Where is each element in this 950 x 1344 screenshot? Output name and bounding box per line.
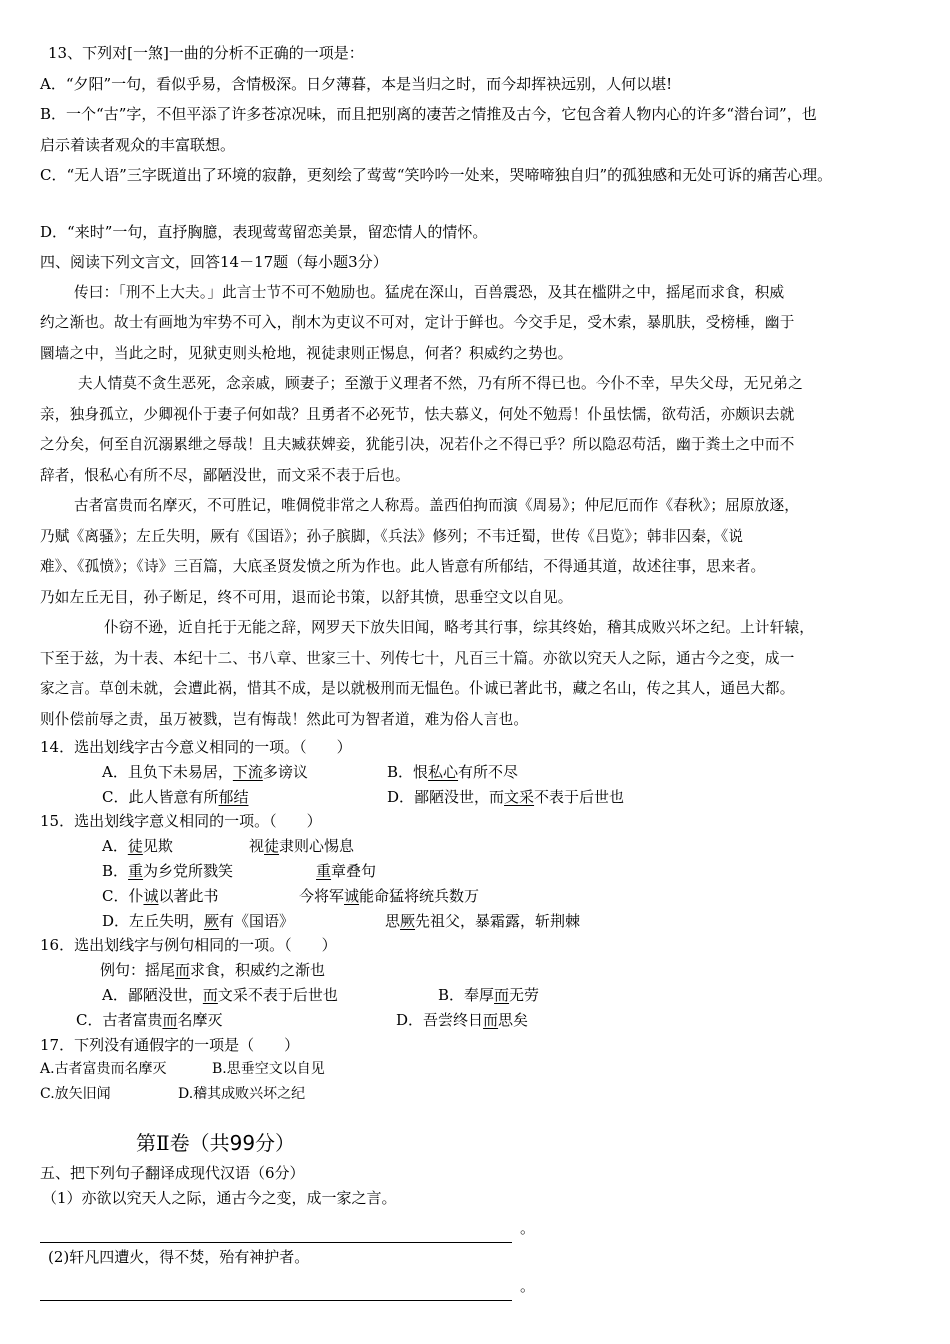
q13-option-d: D．“来时”一句，直抒胸臆，表现莺莺留恋美景，留恋情人的情怀。 bbox=[40, 222, 488, 241]
period-mark: 。 bbox=[520, 1277, 536, 1296]
q14-option-b: B．恨私心有所不尽 bbox=[387, 762, 519, 781]
q14-stem: 14．选出划线字古今意义相同的一项。（ ） bbox=[40, 738, 352, 756]
underlined-word: 徒 bbox=[127, 837, 143, 856]
q13-option-a: A．“夕阳”一句，看似乎易，含情极深。日夕薄暮，本是当归之时，而今却挥袂远别，人何以堪! bbox=[40, 74, 673, 93]
q17-options-cd bbox=[40, 1082, 915, 1107]
passage-line: 传曰：「刑不上大夫。」此言士节不可不勉励也。猛虎在深山，百兽震恐，及其在槛阱之中，摇尾而求食，积威 bbox=[74, 283, 785, 301]
translation-sentence-2: (2)轩凡四遭火，得不焚，殆有神护者。 bbox=[48, 1247, 310, 1266]
passage-line: 之分矣，何至自沉溺累绁之辱哉！且夫臧获婢妾，犹能引决，况若仆之不得已乎？所以隐忍苟活，幽于粪土之中而不 bbox=[40, 436, 795, 453]
q16-option-d: D．吾尝终日而思矣 bbox=[396, 1010, 529, 1029]
passage-paragraph-1 bbox=[40, 278, 915, 370]
q15-stem: 15．选出划线字意义相同的一项。（ ） bbox=[40, 812, 322, 831]
q17-option-b: B.思垂空文以自见 bbox=[212, 1061, 325, 1078]
passage-line: 下至于兹，为十表、本纪十二、书八章、世家三十、列传七十，凡百三十篇。亦欲以究天人之际，通古今之变，成一 bbox=[40, 649, 795, 667]
underlined-word: 诚 bbox=[143, 886, 159, 905]
q13-option-b-line1: B．一个“古”字，不但平添了许多苍凉况味，而且把别离的凄苦之情推及古今，它包含着人物内心的许多“潜台词”，也 bbox=[40, 105, 817, 123]
passage-line: 乃赋《离骚》；左丘失明，厥有《国语》；孙子膑脚，《兵法》修列；不韦迁蜀，世传《吕览》；韩非囚秦，《说 bbox=[40, 527, 744, 545]
passage-line: 古者富贵而名摩灭，不可胜记，唯倜傥非常之人称焉。盖西伯拘而演《周易》；仲尼厄而作《春秋》；屈原放逐， bbox=[74, 497, 800, 514]
q14-option-a: A．且负下未易居，下流多谤议 bbox=[102, 762, 308, 781]
q14-option-c: C．此人皆意有所郁结 bbox=[102, 787, 249, 806]
q16-options-ab bbox=[40, 983, 915, 1008]
passage-paragraph-4 bbox=[40, 613, 915, 735]
underlined-word: 而 bbox=[494, 985, 510, 1004]
q14-options-ab bbox=[40, 760, 915, 785]
passage-line: 夫人情莫不贪生恶死，念亲戚，顾妻子；至激于义理者不然，乃有所不得已也。今仆不幸，早失父母，无兄弟之 bbox=[78, 375, 803, 392]
underlined-word: 而 bbox=[202, 985, 218, 1004]
passage-line: 难》、《孤愤》；《诗》三百篇，大底圣贤发愤之所为作也。此人皆意有所郁结，不得通其道，故述往事，思来者。 bbox=[40, 558, 766, 575]
answer-row-1 bbox=[40, 1213, 915, 1243]
answer-line-1[interactable] bbox=[40, 1224, 512, 1243]
underlined-word: 重 bbox=[316, 861, 332, 880]
section4-title: 四、阅读下列文言文，回答14－17题（每小题3分） bbox=[40, 253, 388, 271]
q13-option-b-line2: 启示着读者观众的丰富联想。 bbox=[40, 135, 236, 154]
underlined-word: 私心 bbox=[428, 762, 459, 781]
passage-line: 乃如左丘无目，孙子断足，终不可用，退而论书策，以舒其愤，思垂空文以自见。 bbox=[40, 588, 573, 606]
underlined-word: 厥 bbox=[400, 911, 416, 930]
q16-options-cd bbox=[40, 1008, 915, 1033]
q15-option-b: B．重为乡党所戮笑 重章叠句 bbox=[102, 861, 377, 880]
q15-option-d: D．左丘失明，厥有《国语》 思厥先祖父，暴霜露，斩荆棘 bbox=[102, 911, 581, 930]
q17-options-ab bbox=[40, 1057, 915, 1082]
period-mark: 。 bbox=[520, 1218, 536, 1237]
part2-title: 第Ⅱ卷（共99分） bbox=[136, 1130, 296, 1155]
passage-line: 则仆偿前辱之责，虽万被戮，岂有悔哉！然此可为智者道，难为俗人言也。 bbox=[40, 710, 529, 728]
underlined-word: 厥 bbox=[204, 911, 220, 930]
underlined-word: 文采 bbox=[504, 787, 535, 806]
underlined-word: 徒 bbox=[264, 837, 280, 856]
q16-option-c: C．古者富贵而名摩灭 bbox=[76, 1010, 223, 1029]
passage-line: 约之渐也。故士有画地为牢势不可入，削木为吏议不可对，定计于鲜也。今交手足，受木索，暴肌肤，受榜棰，幽于 bbox=[40, 314, 795, 331]
q14-option-d: D．鄙陋没世，而文采不表于后世也 bbox=[387, 787, 625, 806]
q16-example: 例句：摇尾而求食，积威约之渐也 bbox=[100, 961, 326, 980]
q13-stem: 13、下列对[一煞]一曲的分析不正确的一项是： bbox=[48, 44, 364, 62]
q17-option-d: D.稽其成败兴坏之纪 bbox=[178, 1086, 306, 1103]
passage-line: 圜墙之中，当此之时，见狱吏则头枪地，视徒隶则正惕息，何者？积威约之势也。 bbox=[40, 344, 573, 362]
underlined-word: 而 bbox=[175, 961, 191, 980]
spacer bbox=[40, 191, 915, 217]
translation-sentence-1: （1）亦欲以究天人之际，通古今之变，成一家之言。 bbox=[42, 1188, 397, 1207]
passage-line: 仆窃不逊，近自托于无能之辞，网罗天下放失旧闻，略考其行事，综其终始，稽其成败兴坏之纪。上计轩辕， bbox=[104, 619, 815, 636]
q16-stem: 16．选出划线字与例句相同的一项。（ ） bbox=[40, 936, 337, 955]
passage-paragraph-2 bbox=[40, 369, 915, 491]
underlined-word: 而 bbox=[162, 1010, 178, 1029]
exam-page bbox=[40, 38, 915, 1301]
underlined-word: 郁结 bbox=[218, 787, 249, 806]
q15-option-a: A．徒见欺 视徒隶则心惕息 bbox=[102, 837, 355, 856]
q16-option-a: A．鄙陋没世，而文采不表于后世也 bbox=[102, 985, 338, 1004]
underlined-word: 诚 bbox=[344, 886, 360, 905]
passage-line: 亲，独身孤立，少卿视仆于妻子何如哉？且勇者不必死节，怯夫慕义，何处不勉焉！仆虽怯懦，欲苟活，亦颇识去就 bbox=[40, 405, 795, 423]
q17-option-a: A.古者富贵而名摩灭 bbox=[40, 1061, 167, 1078]
passage-line: 辞者，恨私心有所不尽，鄙陋没世，而文采不表于后也。 bbox=[40, 466, 410, 484]
passage-paragraph-3 bbox=[40, 491, 915, 613]
q14-options-cd bbox=[40, 785, 915, 810]
q15-option-c: C．仆诚以著此书 今将军诚能命猛将统兵数万 bbox=[102, 886, 480, 905]
section5-title: 五、把下列句子翻译成现代汉语（6分） bbox=[40, 1163, 305, 1182]
answer-row-2 bbox=[40, 1271, 915, 1301]
q17-option-c: C.放矢旧闻 bbox=[40, 1086, 111, 1103]
underlined-word: 下流 bbox=[232, 762, 263, 781]
passage-line: 家之言。草创未就，会遭此祸，惜其不成，是以就极刑而无愠色。仆诚已著此书，藏之名山，传之其人，通邑大都。 bbox=[40, 680, 795, 697]
underlined-word: 而 bbox=[483, 1010, 499, 1029]
q17-stem: 17．下列没有通假字的一项是（ ） bbox=[40, 1035, 300, 1054]
underlined-word: 重 bbox=[128, 861, 144, 880]
answer-line-2[interactable] bbox=[40, 1282, 512, 1301]
q13-option-c: C．“无人语”三字既道出了环境的寂静，更刻绘了莺莺“笑吟吟一处来，哭啼啼独自归”的孤独感和无处可诉的痛苦心理。 bbox=[40, 166, 833, 184]
q16-option-b: B．奉厚而无劳 bbox=[438, 985, 540, 1004]
